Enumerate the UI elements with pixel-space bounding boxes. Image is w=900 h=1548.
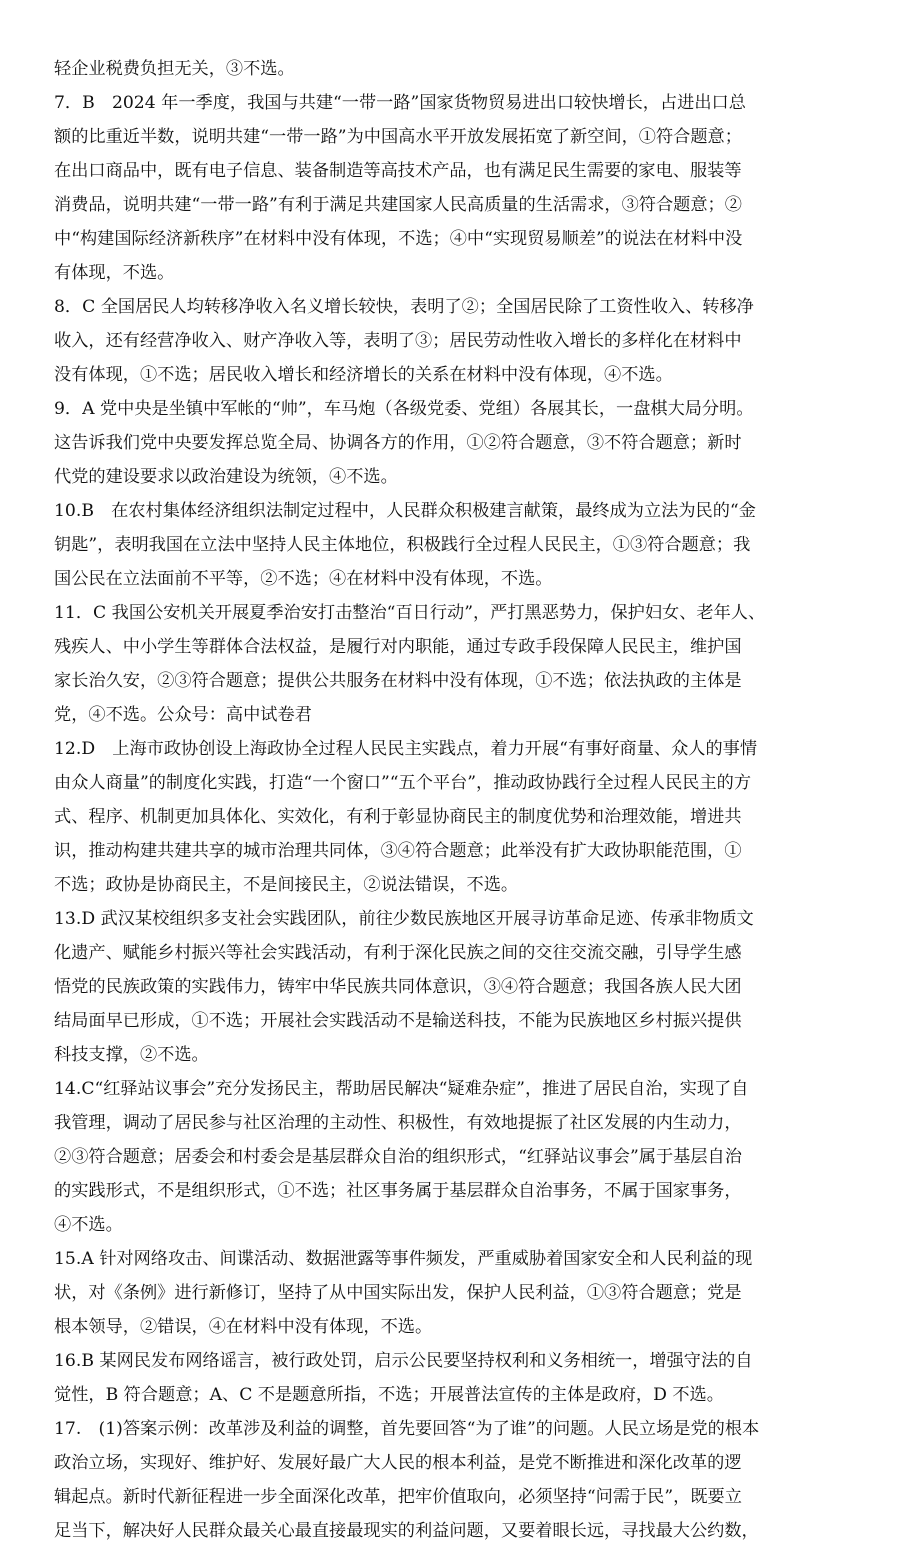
text-line: 7．B 2024 年一季度，我国与共建“一带一路”国家货物贸易进出口较快增长，占进出口总	[54, 93, 746, 113]
text-line: 不选；政协是协商民主，不是间接民主，②说法错误，不选。	[54, 875, 519, 895]
text-line: 15.A 针对网络攻击、间谍活动、数据泄露等事件频发，严重威胁着国家安全和人民利益的现	[54, 1249, 753, 1269]
text-line: 国公民在立法面前不平等，②不选；④在材料中没有体现，不选。	[54, 569, 553, 589]
text-line: 10.B 在农村集体经济组织法制定过程中，人民群众积极建言献策，最终成为立法为民的“金	[54, 501, 756, 521]
text-line: 13.D 武汉某校组织多支社会实践团队，前往少数民族地区开展寻访革命足迹、传承非物质文	[54, 909, 754, 929]
text-line: 16.B 某网民发布网络谣言，被行政处罚，启示公民要坚持权利和义务相统一，增强守法的自	[54, 1351, 753, 1371]
text-line: 14.C“红驿站议事会”充分发扬民主，帮助居民解决“疑难杂症”，推进了居民自治，实现了自	[54, 1079, 749, 1099]
text-line: 收入，还有经营净收入、财产净收入等，表明了③；居民劳动性收入增长的多样化在材料中	[54, 331, 742, 351]
text-line: 钥匙”，表明我国在立法中坚持人民主体地位，积极践行全过程人民民主，①③符合题意；我	[54, 535, 751, 555]
text-line: 11．C 我国公安机关开展夏季治安打击整治“百日行动”，严打黑恶势力，保护妇女、老年人、	[54, 603, 766, 623]
text-line: 轻企业税费负担无关，③不选。	[54, 59, 295, 79]
text-line: 觉性，B 符合题意；A、C 不是题意所指，不选；开展普法宣传的主体是政府，D 不选。	[54, 1385, 724, 1405]
text-line: 残疾人、中小学生等群体合法权益，是履行对内职能，通过专政手段保障人民民主，维护国	[54, 637, 742, 657]
text-line: 消费品，说明共建“一带一路”有利于满足共建国家人民高质量的生活需求，③符合题意；②	[54, 195, 742, 215]
text-line: 在出口商品中，既有电子信息、装备制造等高技术产品，也有满足民生需要的家电、服装等	[54, 161, 742, 181]
text-line: 识，推动构建共建共享的城市治理共同体，③④符合题意；此举没有扩大政协职能范围，①	[54, 841, 742, 861]
text-line: 化遗产、赋能乡村振兴等社会实践活动，有利于深化民族之间的交往交流交融，引导学生感	[54, 943, 742, 963]
text-line: 结局面早已形成，①不选；开展社会实践活动不是输送科技，不能为民族地区乡村振兴提供	[54, 1011, 742, 1031]
text-line: 这告诉我们党中央要发挥总览全局、协调各方的作用，①②符合题意，③不符合题意；新时	[54, 433, 742, 453]
text-line: 式、程序、机制更加具体化、实效化，有利于彰显协商民主的制度优势和治理效能，增进共	[54, 807, 742, 827]
text-line: 额的比重近半数，说明共建“一带一路”为中国高水平开放发展拓宽了新空间，①符合题意；	[54, 127, 742, 147]
text-line: 我管理，调动了居民参与社区治理的主动性、积极性，有效地提振了社区发展的内生动力，	[54, 1113, 742, 1133]
text-line: 状，对《条例》进行新修订，坚持了从中国实际出发，保护人民利益，①③符合题意；党是	[54, 1283, 742, 1303]
text-line: 12.D 上海市政协创设上海政协全过程人民民主实践点，着力开展“有事好商量、众人的事情	[54, 739, 758, 759]
text-line: 9．A 党中央是坐镇中军帐的“帅”，车马炮（各级党委、党组）各展其长，一盘棋大局分明。	[54, 399, 754, 419]
text-line: ②③符合题意；居委会和村委会是基层群众自治的组织形式，“红驿站议事会”属于基层自治	[54, 1147, 742, 1167]
text-line: 根本领导，②错误，④在材料中没有体现，不选。	[54, 1317, 433, 1337]
text-line: 由众人商量”的制度化实践，打造“一个窗口”“五个平台”，推动政协践行全过程人民民主的方	[54, 773, 752, 793]
text-line: 党，④不选。公众号：高中试卷君	[54, 705, 312, 725]
text-line: 代党的建设要求以政治建设为统领，④不选。	[54, 467, 398, 487]
text-line: 悟党的民族政策的实践伟力，铸牢中华民族共同体意识，③④符合题意；我国各族人民大团	[54, 977, 742, 997]
text-line: 有体现，不选。	[54, 263, 175, 283]
text-line: 科技支撑，②不选。	[54, 1045, 209, 1065]
text-line: ④不选。	[54, 1215, 123, 1235]
text-line: 中“构建国际经济新秩序”在材料中没有体现，不选；④中“实现贸易顺差”的说法在材料中没	[54, 229, 743, 249]
text-line: 政治立场，实现好、维护好、发展好最广大人民的根本利益，是党不断推进和深化改革的逻	[54, 1453, 742, 1473]
text-line: 8．C 全国居民人均转移净收入名义增长较快，表明了②；全国居民除了工资性收入、转移净	[54, 297, 754, 317]
text-line: 家长治久安，②③符合题意；提供公共服务在材料中没有体现，①不选；依法执政的主体是	[54, 671, 742, 691]
text-line: 没有体现，①不选；居民收入增长和经济增长的关系在材料中没有体现，④不选。	[54, 365, 673, 385]
text-line: 足当下，解决好人民群众最关心最直接最现实的利益问题，又要着眼长远，寻找最大公约数，	[54, 1521, 759, 1541]
text-line: 的实践形式，不是组织形式，①不选；社区事务属于基层群众自治事务，不属于国家事务，	[54, 1181, 742, 1201]
text-line: 17. (1)答案示例：改革涉及利益的调整，首先要回答“为了谁”的问题。人民立场是党的根本	[54, 1419, 760, 1439]
text-line: 辑起点。新时代新征程进一步全面深化改革，把牢价值取向，必须坚持“问需于民”，既要立	[54, 1487, 742, 1507]
